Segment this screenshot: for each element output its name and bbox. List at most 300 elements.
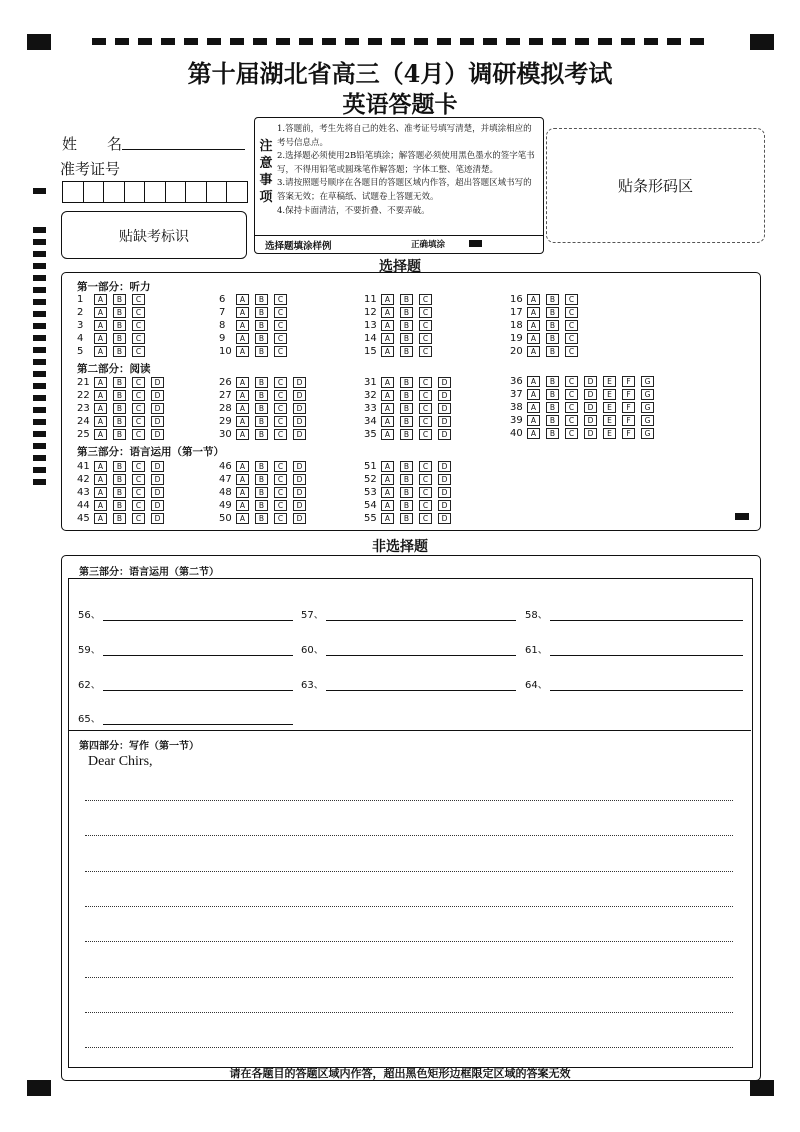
option-bubble[interactable]: D <box>293 500 306 511</box>
exam-number-digit-box[interactable] <box>206 181 228 203</box>
fill-line[interactable] <box>326 619 516 621</box>
option-bubble[interactable]: B <box>400 474 413 485</box>
option-bubble[interactable]: B <box>255 390 268 401</box>
option-bubble[interactable]: D <box>438 390 451 401</box>
exam-number-digit-box[interactable] <box>83 181 105 203</box>
fill-number: 61、 <box>525 645 548 656</box>
choice-question <box>510 332 584 344</box>
choice-question <box>219 319 293 331</box>
option-bubble[interactable]: A <box>381 346 394 357</box>
option-bubble[interactable]: F <box>622 389 635 400</box>
option-bubble[interactable]: C <box>132 461 145 472</box>
option-bubble[interactable]: B <box>400 416 413 427</box>
fill-line[interactable] <box>326 689 516 691</box>
option-bubble[interactable]: D <box>438 513 451 524</box>
option-bubble[interactable]: A <box>94 390 107 401</box>
option-bubble[interactable]: C <box>565 402 578 413</box>
option-bubble[interactable]: C <box>132 346 145 357</box>
option-bubble[interactable]: B <box>255 320 268 331</box>
option-bubble[interactable]: B <box>255 429 268 440</box>
timing-mark <box>667 38 681 45</box>
option-bubble[interactable]: C <box>419 416 432 427</box>
option-bubble[interactable]: B <box>400 346 413 357</box>
option-bubble[interactable]: A <box>236 487 249 498</box>
option-bubble[interactable]: C <box>274 307 287 318</box>
option-bubble[interactable]: A <box>236 429 249 440</box>
writing-line[interactable] <box>85 1047 733 1048</box>
question-number: 37 <box>510 388 523 400</box>
registration-mark <box>27 1080 51 1096</box>
option-bubble[interactable]: D <box>293 403 306 414</box>
writing-line[interactable] <box>85 1012 733 1013</box>
timing-mark <box>735 513 749 520</box>
fill-line[interactable] <box>103 723 293 725</box>
option-bubble[interactable]: C <box>274 346 287 357</box>
option-bubble[interactable]: D <box>151 461 164 472</box>
option-bubble[interactable]: G <box>641 376 654 387</box>
fill-number: 60、 <box>301 645 324 656</box>
option-bubble[interactable]: A <box>527 402 540 413</box>
option-bubble[interactable]: B <box>255 377 268 388</box>
exam-number-digit-box[interactable] <box>103 181 125 203</box>
option-bubble[interactable]: C <box>419 377 432 388</box>
option-bubble[interactable]: D <box>151 377 164 388</box>
option-bubble[interactable]: B <box>546 376 559 387</box>
option-bubble[interactable]: B <box>400 333 413 344</box>
option-bubble[interactable]: B <box>546 389 559 400</box>
writing-line[interactable] <box>85 871 733 872</box>
option-bubble[interactable]: D <box>151 500 164 511</box>
option-bubble[interactable]: A <box>94 294 107 305</box>
option-bubble[interactable]: C <box>419 294 432 305</box>
choice-question <box>219 499 312 511</box>
option-bubble[interactable]: D <box>293 513 306 524</box>
option-bubble[interactable]: B <box>546 294 559 305</box>
option-bubble[interactable]: G <box>641 428 654 439</box>
option-bubble[interactable]: C <box>132 474 145 485</box>
option-bubble[interactable]: E <box>603 428 616 439</box>
option-bubble[interactable]: D <box>438 500 451 511</box>
option-bubble[interactable]: B <box>255 403 268 414</box>
option-bubble[interactable]: A <box>236 500 249 511</box>
option-bubble[interactable]: A <box>94 500 107 511</box>
option-bubble[interactable]: C <box>565 294 578 305</box>
choice-question <box>364 415 457 427</box>
name-field[interactable] <box>122 148 245 150</box>
fill-number: 64、 <box>525 680 548 691</box>
question-number: 14 <box>364 332 377 344</box>
option-bubble[interactable]: C <box>132 416 145 427</box>
exam-number-digit-box[interactable] <box>124 181 146 203</box>
exam-number-digit-box[interactable] <box>226 181 248 203</box>
timing-mark <box>552 38 566 45</box>
option-bubble[interactable]: A <box>94 307 107 318</box>
option-bubble[interactable]: A <box>381 403 394 414</box>
option-bubble[interactable]: B <box>113 429 126 440</box>
timing-mark <box>644 38 658 45</box>
option-bubble[interactable]: C <box>132 390 145 401</box>
option-bubble[interactable]: C <box>274 333 287 344</box>
fill-line[interactable] <box>103 689 293 691</box>
option-bubble[interactable]: C <box>419 346 432 357</box>
option-bubble[interactable]: C <box>274 461 287 472</box>
option-bubble[interactable]: C <box>419 513 432 524</box>
option-bubble[interactable]: B <box>546 402 559 413</box>
option-bubble[interactable]: A <box>381 500 394 511</box>
option-bubble[interactable]: C <box>419 487 432 498</box>
option-bubble[interactable]: A <box>94 377 107 388</box>
option-bubble[interactable]: D <box>151 487 164 498</box>
option-bubble[interactable]: A <box>527 307 540 318</box>
fill-line[interactable] <box>550 654 743 656</box>
option-bubble[interactable]: C <box>565 376 578 387</box>
option-bubble[interactable]: B <box>255 461 268 472</box>
writing-line[interactable] <box>85 835 733 836</box>
option-bubble[interactable]: C <box>274 416 287 427</box>
option-bubble[interactable]: C <box>419 429 432 440</box>
option-bubble[interactable]: C <box>565 428 578 439</box>
option-bubble[interactable]: D <box>584 415 597 426</box>
option-bubble[interactable]: A <box>94 346 107 357</box>
option-bubble[interactable]: C <box>419 307 432 318</box>
fill-blank[interactable] <box>301 606 516 621</box>
option-bubble[interactable]: B <box>400 513 413 524</box>
option-bubble[interactable]: B <box>113 390 126 401</box>
option-bubble[interactable]: C <box>419 403 432 414</box>
option-bubble[interactable]: E <box>603 415 616 426</box>
choice-question <box>219 376 312 388</box>
writing-line[interactable] <box>85 800 733 801</box>
option-bubble[interactable]: D <box>293 377 306 388</box>
option-bubble[interactable]: A <box>527 415 540 426</box>
option-bubble[interactable]: A <box>381 487 394 498</box>
option-bubble[interactable]: D <box>438 403 451 414</box>
option-bubble[interactable]: A <box>236 461 249 472</box>
option-bubble[interactable]: B <box>255 474 268 485</box>
option-bubble[interactable]: C <box>419 474 432 485</box>
option-bubble[interactable]: C <box>419 333 432 344</box>
option-bubble[interactable]: A <box>381 429 394 440</box>
option-bubble[interactable]: C <box>274 294 287 305</box>
option-bubble[interactable]: D <box>151 513 164 524</box>
option-bubble[interactable]: B <box>255 513 268 524</box>
option-bubble[interactable]: A <box>381 474 394 485</box>
question-number: 40 <box>510 427 523 439</box>
option-bubble[interactable]: C <box>419 500 432 511</box>
option-bubble[interactable]: B <box>400 487 413 498</box>
option-bubble[interactable]: B <box>255 307 268 318</box>
option-bubble[interactable]: A <box>236 346 249 357</box>
option-bubble[interactable]: C <box>132 487 145 498</box>
option-bubble[interactable]: C <box>132 320 145 331</box>
option-bubble[interactable]: A <box>381 294 394 305</box>
timing-mark <box>33 227 46 233</box>
option-bubble[interactable]: C <box>419 390 432 401</box>
question-number: 13 <box>364 319 377 331</box>
option-bubble[interactable]: A <box>527 376 540 387</box>
option-bubble[interactable]: A <box>527 320 540 331</box>
choice-question <box>510 293 584 305</box>
option-bubble[interactable]: A <box>94 416 107 427</box>
fill-blank[interactable] <box>525 641 743 656</box>
option-bubble[interactable]: E <box>603 376 616 387</box>
option-bubble[interactable]: A <box>527 346 540 357</box>
option-bubble[interactable]: B <box>400 390 413 401</box>
timing-mark <box>598 38 612 45</box>
option-bubble[interactable]: C <box>274 474 287 485</box>
option-bubble[interactable]: B <box>546 320 559 331</box>
notice-items <box>277 123 539 218</box>
option-bubble[interactable]: C <box>565 346 578 357</box>
option-bubble[interactable]: A <box>236 390 249 401</box>
option-bubble[interactable]: B <box>113 474 126 485</box>
option-bubble[interactable]: C <box>132 513 145 524</box>
fill-line[interactable] <box>550 689 743 691</box>
exam-number-digit-box[interactable] <box>185 181 207 203</box>
option-bubble[interactable]: B <box>255 333 268 344</box>
option-bubble[interactable]: F <box>622 402 635 413</box>
option-bubble[interactable]: A <box>236 474 249 485</box>
option-bubble[interactable]: B <box>113 487 126 498</box>
registration-mark <box>750 34 774 50</box>
option-bubble[interactable]: A <box>527 389 540 400</box>
option-bubble[interactable]: C <box>565 389 578 400</box>
option-bubble[interactable]: C <box>132 429 145 440</box>
option-bubble[interactable]: B <box>546 307 559 318</box>
option-bubble[interactable]: C <box>132 377 145 388</box>
choice-question <box>364 402 457 414</box>
correct-fill-sample <box>469 240 482 247</box>
option-bubble[interactable]: C <box>274 487 287 498</box>
option-bubble[interactable]: D <box>151 390 164 401</box>
option-bubble[interactable]: D <box>293 474 306 485</box>
timing-mark <box>33 287 46 293</box>
option-bubble[interactable]: G <box>641 389 654 400</box>
option-bubble[interactable]: B <box>255 346 268 357</box>
fill-number: 56、 <box>78 610 101 621</box>
option-bubble[interactable]: A <box>94 461 107 472</box>
timing-mark <box>575 38 589 45</box>
question-number: 52 <box>364 473 377 485</box>
option-bubble[interactable]: B <box>546 333 559 344</box>
writing-line[interactable] <box>85 977 733 978</box>
option-bubble[interactable]: E <box>603 389 616 400</box>
option-bubble[interactable]: C <box>274 377 287 388</box>
option-bubble[interactable]: E <box>603 402 616 413</box>
option-bubble[interactable]: D <box>584 389 597 400</box>
option-bubble[interactable]: B <box>113 346 126 357</box>
option-bubble[interactable]: C <box>132 500 145 511</box>
choice-question <box>77 499 170 511</box>
exam-number-digit-box[interactable] <box>62 181 84 203</box>
option-bubble[interactable]: F <box>622 376 635 387</box>
option-bubble[interactable]: C <box>274 320 287 331</box>
option-bubble[interactable]: B <box>546 346 559 357</box>
option-bubble[interactable]: F <box>622 428 635 439</box>
option-bubble[interactable]: B <box>400 461 413 472</box>
option-bubble[interactable]: A <box>381 320 394 331</box>
option-bubble[interactable]: D <box>151 416 164 427</box>
option-bubble[interactable]: C <box>565 320 578 331</box>
fill-blank[interactable] <box>78 676 293 691</box>
fill-blank[interactable] <box>78 641 293 656</box>
option-bubble[interactable]: C <box>274 429 287 440</box>
option-bubble[interactable]: D <box>293 487 306 498</box>
option-bubble[interactable]: A <box>236 416 249 427</box>
choice-question <box>77 402 170 414</box>
option-bubble[interactable]: B <box>546 415 559 426</box>
question-number: 47 <box>219 473 232 485</box>
timing-mark <box>115 38 129 45</box>
option-bubble[interactable]: C <box>274 390 287 401</box>
option-bubble[interactable]: B <box>546 428 559 439</box>
timing-mark <box>33 359 46 365</box>
option-bubble[interactable]: C <box>274 500 287 511</box>
fill-blank[interactable] <box>78 710 293 725</box>
option-bubble[interactable]: C <box>132 333 145 344</box>
option-bubble[interactable]: B <box>113 461 126 472</box>
option-bubble[interactable]: A <box>94 403 107 414</box>
option-bubble[interactable]: A <box>381 377 394 388</box>
option-bubble[interactable]: B <box>400 307 413 318</box>
option-bubble[interactable]: A <box>527 294 540 305</box>
option-bubble[interactable]: A <box>94 513 107 524</box>
question-number: 2 <box>77 306 84 318</box>
choice-question <box>77 512 170 524</box>
exam-number-digit-box[interactable] <box>165 181 187 203</box>
fill-blank[interactable] <box>301 676 516 691</box>
option-bubble[interactable]: A <box>94 487 107 498</box>
option-bubble[interactable]: D <box>438 429 451 440</box>
option-bubble[interactable]: D <box>293 429 306 440</box>
choice-question <box>77 486 170 498</box>
fill-blank[interactable] <box>301 641 516 656</box>
option-bubble[interactable]: A <box>94 320 107 331</box>
option-bubble[interactable]: D <box>151 403 164 414</box>
writing-line[interactable] <box>85 941 733 942</box>
option-bubble[interactable]: B <box>113 500 126 511</box>
option-bubble[interactable]: D <box>438 377 451 388</box>
option-bubble[interactable]: A <box>236 377 249 388</box>
option-bubble[interactable]: A <box>381 461 394 472</box>
option-bubble[interactable]: B <box>113 403 126 414</box>
option-bubble[interactable]: A <box>236 320 249 331</box>
fill-line[interactable] <box>103 619 293 621</box>
option-bubble[interactable]: A <box>381 513 394 524</box>
option-bubble[interactable]: B <box>400 429 413 440</box>
option-bubble[interactable]: A <box>236 403 249 414</box>
option-bubble[interactable]: C <box>565 415 578 426</box>
option-bubble[interactable]: C <box>565 307 578 318</box>
option-bubble[interactable]: D <box>584 402 597 413</box>
option-bubble[interactable]: C <box>274 403 287 414</box>
option-bubble[interactable]: C <box>419 320 432 331</box>
option-bubble[interactable]: B <box>113 320 126 331</box>
option-bubble[interactable]: A <box>381 416 394 427</box>
option-bubble[interactable]: C <box>132 307 145 318</box>
option-bubble[interactable]: B <box>400 500 413 511</box>
option-bubble[interactable]: B <box>400 377 413 388</box>
option-bubble[interactable]: B <box>113 416 126 427</box>
option-bubble[interactable]: A <box>527 428 540 439</box>
option-bubble[interactable]: A <box>236 294 249 305</box>
option-bubble[interactable]: B <box>113 333 126 344</box>
option-bubble[interactable]: B <box>255 487 268 498</box>
choice-question <box>219 512 312 524</box>
registration-mark <box>27 34 51 50</box>
option-bubble[interactable]: A <box>94 474 107 485</box>
option-bubble[interactable]: B <box>113 294 126 305</box>
choice-question <box>219 332 293 344</box>
option-bubble[interactable]: C <box>132 403 145 414</box>
option-bubble[interactable]: D <box>438 416 451 427</box>
fill-line[interactable] <box>103 654 293 656</box>
option-bubble[interactable]: F <box>622 415 635 426</box>
option-bubble[interactable]: C <box>565 333 578 344</box>
page-subtitle: 英语答题卡 <box>342 91 458 118</box>
option-bubble[interactable]: D <box>438 461 451 472</box>
option-bubble[interactable]: G <box>641 415 654 426</box>
option-bubble[interactable]: A <box>527 333 540 344</box>
option-bubble[interactable]: D <box>151 429 164 440</box>
option-bubble[interactable]: B <box>113 307 126 318</box>
option-bubble[interactable]: A <box>94 333 107 344</box>
option-bubble[interactable]: B <box>400 294 413 305</box>
timing-mark <box>33 455 46 461</box>
option-bubble[interactable]: D <box>151 474 164 485</box>
exam-number-digit-box[interactable] <box>144 181 166 203</box>
option-bubble[interactable]: D <box>584 428 597 439</box>
option-bubble[interactable]: A <box>94 429 107 440</box>
option-bubble[interactable]: B <box>113 513 126 524</box>
option-bubble[interactable]: D <box>438 474 451 485</box>
option-bubble[interactable]: D <box>293 461 306 472</box>
option-bubble[interactable]: B <box>255 500 268 511</box>
option-bubble[interactable]: B <box>255 416 268 427</box>
part-label: 第二部分：阅读 <box>77 363 151 375</box>
option-bubble[interactable]: B <box>255 294 268 305</box>
option-bubble[interactable]: A <box>236 513 249 524</box>
option-bubble[interactable]: A <box>381 390 394 401</box>
timing-mark <box>690 38 704 45</box>
question-number: 11 <box>364 293 377 305</box>
option-bubble[interactable]: A <box>381 307 394 318</box>
option-bubble[interactable]: D <box>293 390 306 401</box>
fill-blank[interactable] <box>78 606 293 621</box>
fill-blank[interactable] <box>525 676 743 691</box>
fill-line[interactable] <box>326 654 516 656</box>
writing-line[interactable] <box>85 906 733 907</box>
option-bubble[interactable]: C <box>419 461 432 472</box>
option-bubble[interactable]: D <box>293 416 306 427</box>
fill-line[interactable] <box>550 619 743 621</box>
choice-question <box>77 415 170 427</box>
exam-number-boxes[interactable] <box>62 181 247 203</box>
option-bubble[interactable]: A <box>236 307 249 318</box>
writing-salutation: Dear Chirs, <box>88 754 153 769</box>
option-bubble[interactable]: B <box>400 320 413 331</box>
option-bubble[interactable]: D <box>584 376 597 387</box>
option-bubble[interactable]: B <box>400 403 413 414</box>
option-bubble[interactable]: G <box>641 402 654 413</box>
option-bubble[interactable]: C <box>132 294 145 305</box>
option-bubble[interactable]: A <box>236 333 249 344</box>
fill-blank[interactable] <box>525 606 743 621</box>
option-bubble[interactable]: C <box>274 513 287 524</box>
option-bubble[interactable]: B <box>113 377 126 388</box>
option-bubble[interactable]: A <box>381 333 394 344</box>
option-bubble[interactable]: D <box>438 487 451 498</box>
